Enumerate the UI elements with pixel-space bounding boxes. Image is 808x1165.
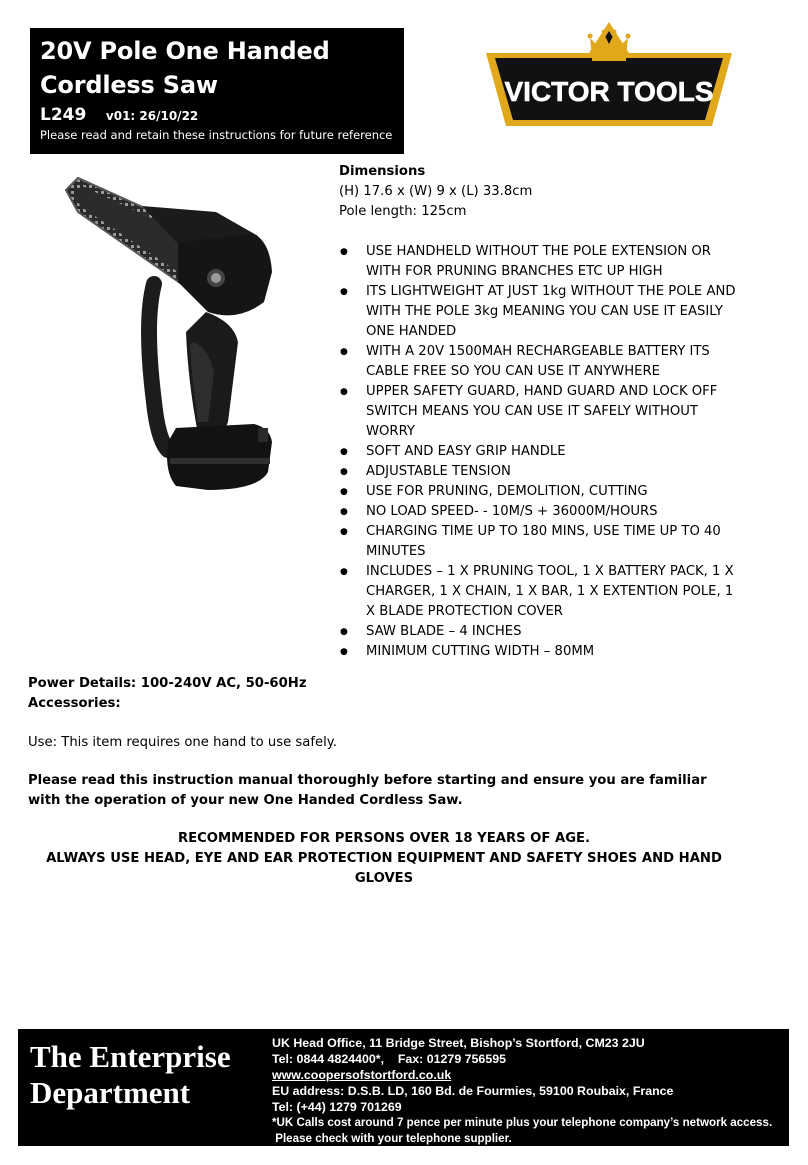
safety-warnings <box>28 829 740 889</box>
department-line1: The Enterprise <box>30 1039 231 1074</box>
version-label: v01: 26/10/22 <box>105 109 199 123</box>
retain-instructions-note: Please read and retain these instructions for future reference <box>40 128 393 142</box>
eu-address: EU address: D.S.B. LD, 160 Bd. de Fourmies, 59100 Roubaix, France <box>272 1084 674 1098</box>
international-tel: Tel: (+44) 1279 701269 <box>272 1100 402 1114</box>
feature-item: ● SAW BLADE – 4 INCHES <box>339 622 739 642</box>
department-name <box>30 1039 231 1111</box>
department-line2: Department <box>30 1075 191 1110</box>
feature-item: ● MINIMUM CUTTING WIDTH – 80MM <box>339 642 739 662</box>
use-note: Use: This item requires one hand to use safely. <box>28 735 337 750</box>
feature-item: ● USE HANDHELD WITHOUT THE POLE EXTENSION OR WITH FOR PRUNING BRANCHES ETC UP HIGH <box>339 242 739 282</box>
pole-length: Pole length: 125cm <box>339 204 467 219</box>
product-code: L249 <box>40 105 87 125</box>
call-cost-note: *UK Calls cost around 7 pence per minute plus your telephone company’s network access. <box>272 1116 773 1129</box>
website-link[interactable]: www.coopersofstortford.co.uk <box>272 1068 452 1082</box>
logo-text: VICTOR TOOLS <box>504 76 714 107</box>
head-office-address: UK Head Office, 11 Bridge Street, Bishop’s Stortford, CM23 2JU <box>272 1036 645 1050</box>
dimensions-size: (H) 17.6 x (W) 9 x (L) 33.8cm <box>339 184 533 199</box>
feature-list <box>339 242 739 662</box>
victor-tools-logo <box>486 16 732 134</box>
feature-item: ● WITH A 20V 1500MAH RECHARGEABLE BATTERY ITS CABLE FREE SO YOU CAN USE IT ANYWHERE <box>339 342 739 382</box>
feature-item: ● INCLUDES – 1 X PRUNING TOOL, 1 X BATTERY PACK, 1 X CHARGER, 1 X CHAIN, 1 X BAR, 1 X EXTENTION POLE, 1 X BLADE PROTECTION COVER <box>339 562 739 622</box>
dimensions-heading: Dimensions <box>339 164 426 179</box>
feature-item: ● ADJUSTABLE TENSION <box>339 462 739 482</box>
feature-item: ● UPPER SAFETY GUARD, HAND GUARD AND LOCK OFF SWITCH MEANS YOU CAN USE IT SAFELY WITHOUT WORRY <box>339 382 739 442</box>
product-code-row <box>40 105 394 125</box>
call-cost-note-2: Please check with your telephone supplier. <box>272 1132 512 1145</box>
feature-item: ● USE FOR PRUNING, DEMOLITION, CUTTING <box>339 482 739 502</box>
product-title-line1: 20V Pole One Handed <box>40 37 330 65</box>
contact-details <box>272 1035 772 1147</box>
ppe-warning: ALWAYS USE HEAD, EYE AND EAR PROTECTION EQUIPMENT AND SAFETY SHOES AND HAND GLOVES <box>46 851 722 886</box>
feature-item: ● CHARGING TIME UP TO 180 MINS, USE TIME UP TO 40 MINUTES <box>339 522 739 562</box>
tel-fax: Tel: 0844 4824400*, Fax: 01279 756595 <box>272 1052 506 1066</box>
product-title-line2: Cordless Saw <box>40 71 218 99</box>
pole-chainsaw-illustration <box>58 172 290 502</box>
accessories-label: Accessories: <box>28 696 121 711</box>
age-warning: RECOMMENDED FOR PERSONS OVER 18 YEARS OF AGE. <box>177 831 591 846</box>
title-block <box>30 28 404 154</box>
feature-item: ● SOFT AND EASY GRIP HANDLE <box>339 442 739 462</box>
specifications <box>339 162 739 662</box>
feature-item: ● ITS LIGHTWEIGHT AT JUST 1kg WITHOUT THE POLE AND WITH THE POLE 3kg MEANING YOU CAN USE IT EASILY ONE HANDED <box>339 282 739 342</box>
feature-item: ● NO LOAD SPEED- - 10M/S + 36000M/HOURS <box>339 502 739 522</box>
footer <box>18 1029 789 1146</box>
manual-note: Please read this instruction manual thoroughly before starting and ensure you are familiar with the operation of your new One Handed Cordless Saw. <box>28 773 707 808</box>
power-details: Power Details: 100-240V AC, 50-60Hz <box>28 676 307 691</box>
